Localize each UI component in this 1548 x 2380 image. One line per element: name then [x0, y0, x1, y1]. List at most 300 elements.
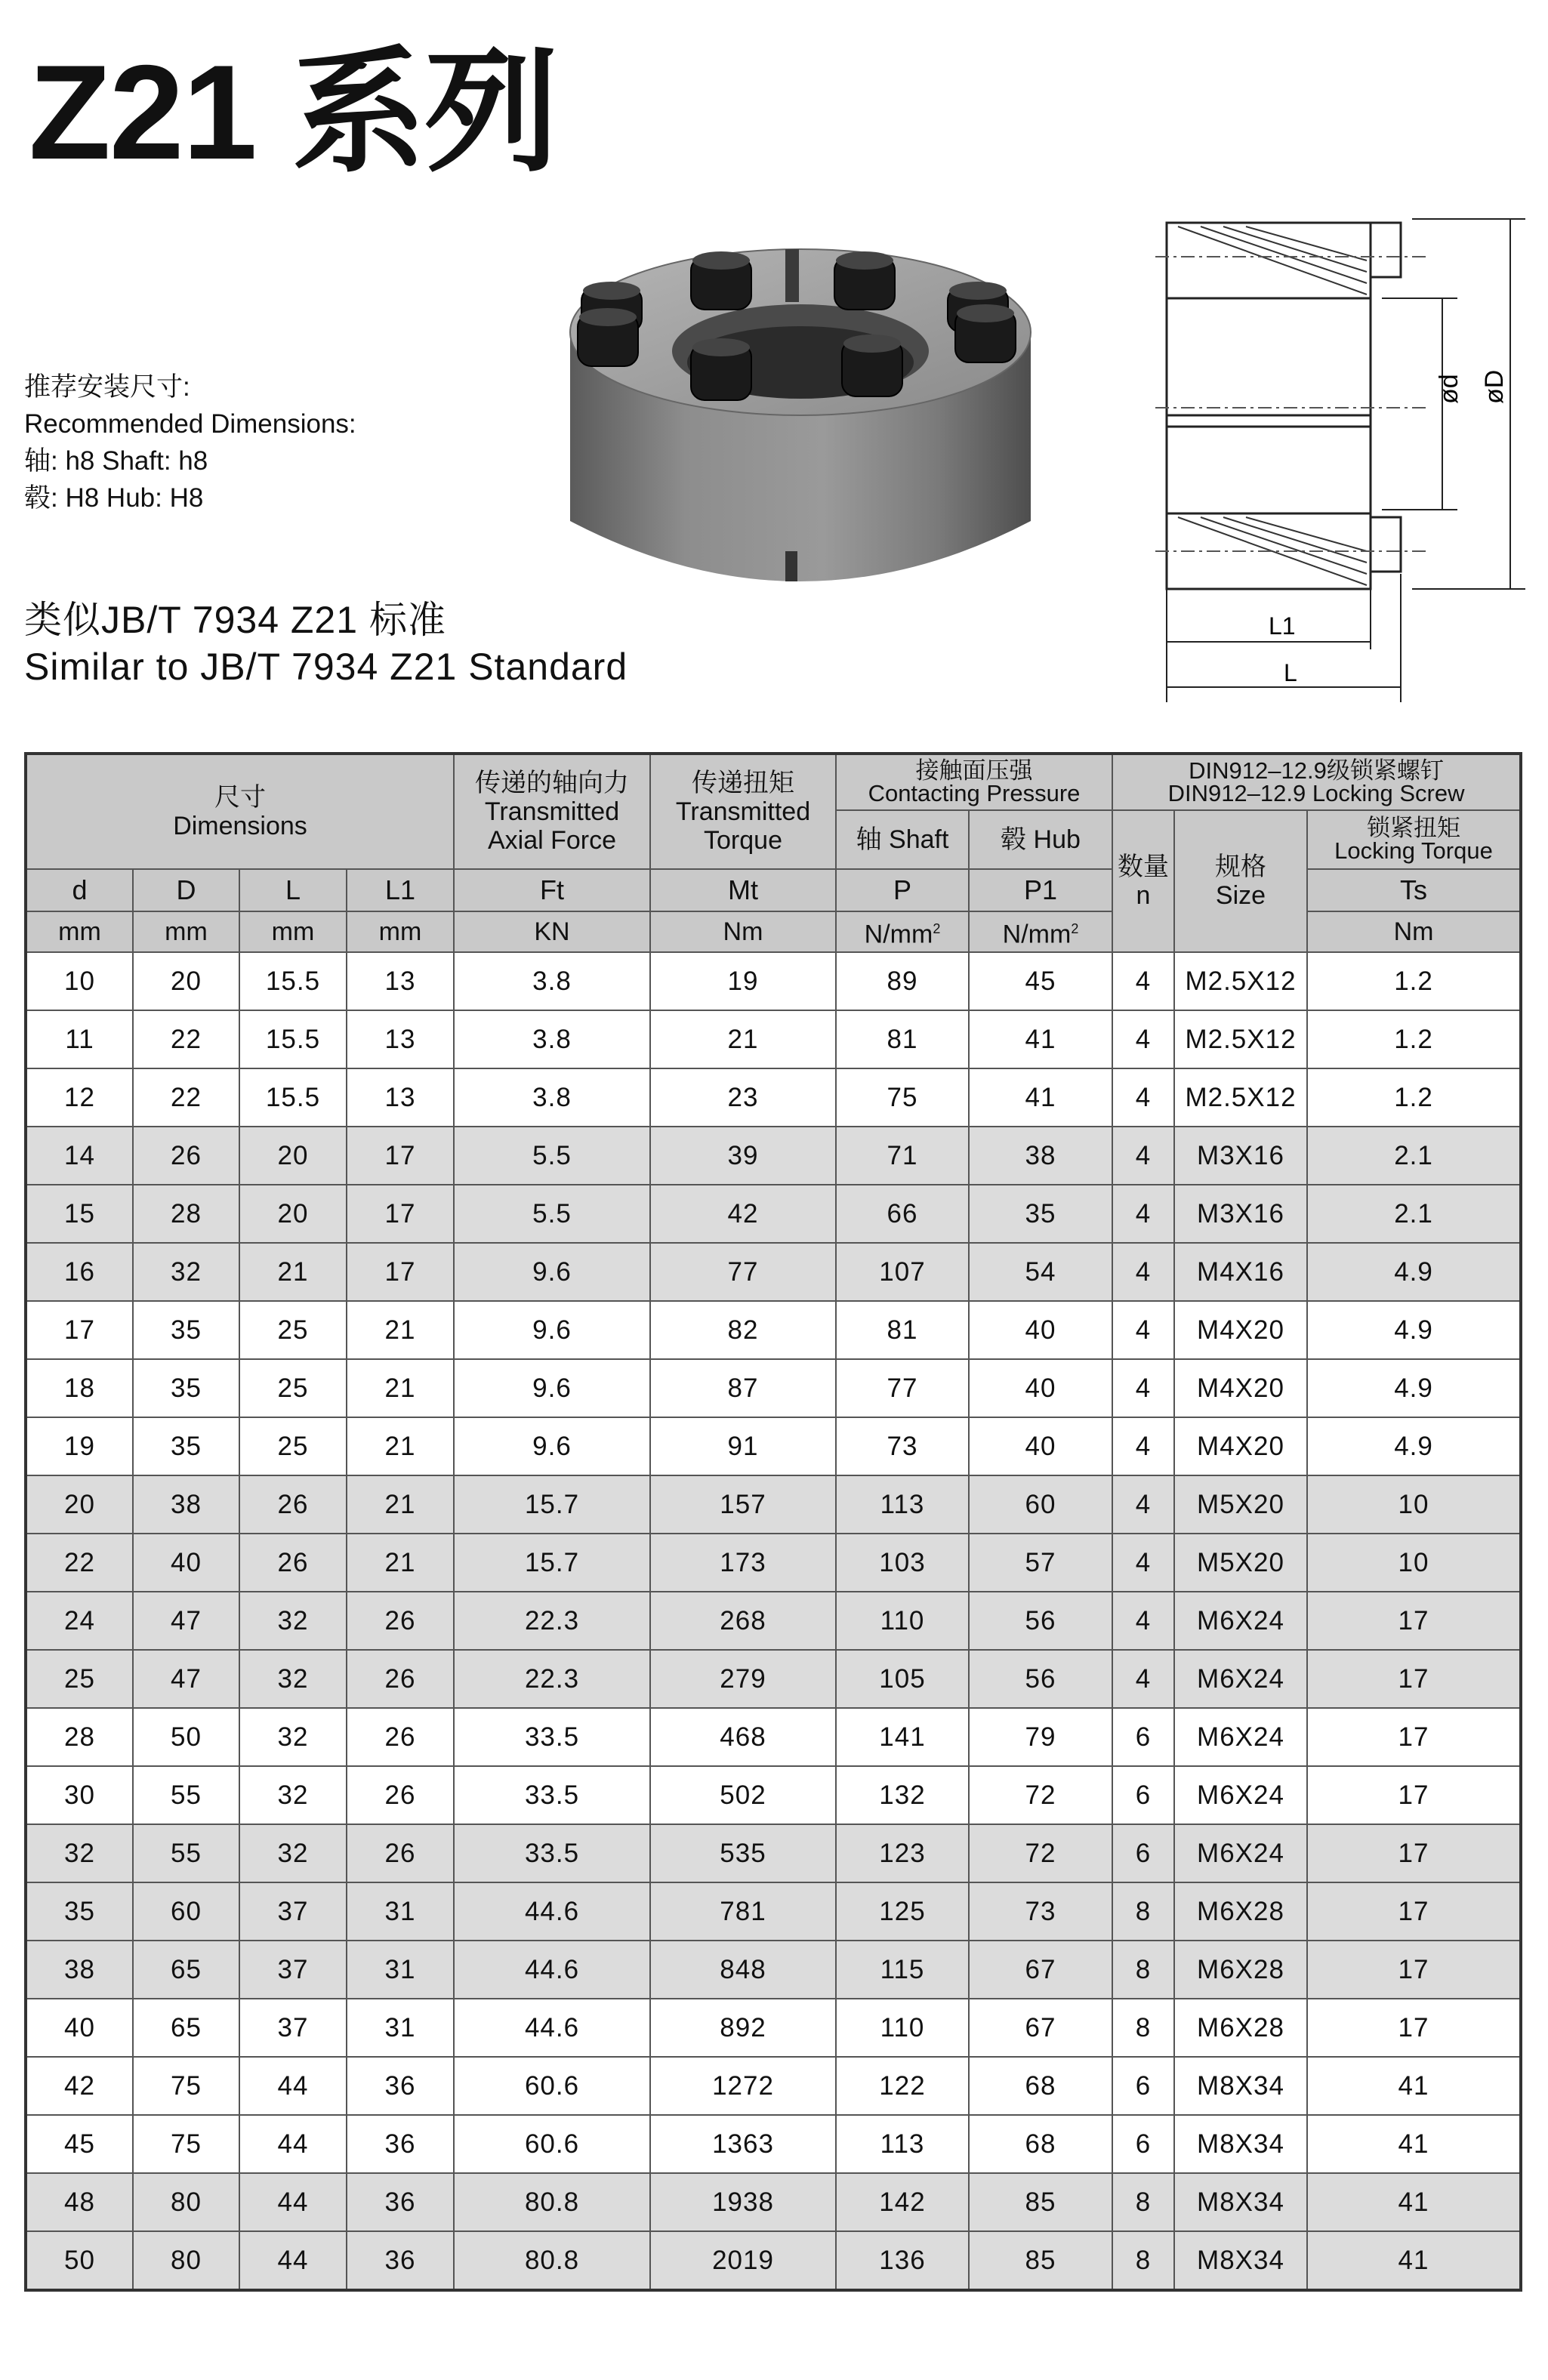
header-pressure: 接触面压强 Contacting Pressure [836, 754, 1112, 810]
cell-n: 4 [1112, 1068, 1174, 1127]
cell-L: 44 [239, 2057, 347, 2115]
cell-size: M6X24 [1174, 1824, 1307, 1882]
similar-en: Similar to JB/T 7934 Z21 Standard [24, 646, 628, 688]
cell-L1: 36 [347, 2231, 454, 2290]
cell-size: M6X24 [1174, 1650, 1307, 1708]
cell-P: 125 [836, 1882, 969, 1941]
cell-Ts: 41 [1307, 2115, 1521, 2173]
cell-size: M8X34 [1174, 2057, 1307, 2115]
similar-standard [24, 597, 628, 690]
cell-Mt: 39 [650, 1127, 836, 1185]
cell-P1: 85 [969, 2173, 1112, 2231]
cell-d: 16 [26, 1243, 133, 1301]
unit-Ts: Nm [1307, 911, 1521, 952]
cell-D: 22 [133, 1068, 239, 1127]
cell-Ts: 4.9 [1307, 1359, 1521, 1417]
cell-size: M2.5X12 [1174, 1010, 1307, 1068]
cell-Ft: 22.3 [454, 1592, 650, 1650]
header-qty: 数量 n [1112, 810, 1174, 952]
cell-P: 113 [836, 2115, 969, 2173]
cell-Ft: 33.5 [454, 1824, 650, 1882]
cell-Ft: 9.6 [454, 1301, 650, 1359]
table-row [26, 1999, 1521, 2057]
cell-D: 35 [133, 1417, 239, 1475]
cell-L1: 21 [347, 1534, 454, 1592]
table-row [26, 1010, 1521, 1068]
cell-L1: 17 [347, 1127, 454, 1185]
cell-Ft: 33.5 [454, 1708, 650, 1766]
cell-size: M8X34 [1174, 2115, 1307, 2173]
cell-D: 35 [133, 1359, 239, 1417]
cell-D: 50 [133, 1708, 239, 1766]
cell-size: M3X16 [1174, 1185, 1307, 1243]
cell-n: 4 [1112, 1243, 1174, 1301]
cell-size: M6X28 [1174, 1999, 1307, 2057]
cell-Mt: 781 [650, 1882, 836, 1941]
cell-P1: 68 [969, 2115, 1112, 2173]
cell-P: 142 [836, 2173, 969, 2231]
cell-P1: 35 [969, 1185, 1112, 1243]
cell-size: M6X28 [1174, 1882, 1307, 1941]
cell-Ts: 17 [1307, 1708, 1521, 1766]
spec-table [24, 752, 1522, 2292]
cell-Ts: 17 [1307, 1766, 1521, 1824]
cell-Mt: 77 [650, 1243, 836, 1301]
cell-P1: 56 [969, 1592, 1112, 1650]
cell-L: 26 [239, 1475, 347, 1534]
cell-L: 15.5 [239, 1010, 347, 1068]
cell-n: 4 [1112, 952, 1174, 1010]
cell-Ts: 10 [1307, 1475, 1521, 1534]
cell-D: 20 [133, 952, 239, 1010]
cell-P: 123 [836, 1824, 969, 1882]
cell-L: 21 [239, 1243, 347, 1301]
cell-L1: 26 [347, 1650, 454, 1708]
table-row [26, 1650, 1521, 1708]
sym-Ts: Ts [1307, 869, 1521, 911]
label-d: ød [1435, 374, 1463, 404]
table-row [26, 952, 1521, 1010]
recommended-en: Recommended Dimensions: [24, 409, 356, 439]
cell-Ts: 4.9 [1307, 1301, 1521, 1359]
cell-P1: 40 [969, 1301, 1112, 1359]
cell-L: 25 [239, 1301, 347, 1359]
cell-n: 4 [1112, 1359, 1174, 1417]
cell-L1: 26 [347, 1708, 454, 1766]
cell-P: 110 [836, 1999, 969, 2057]
cell-d: 42 [26, 2057, 133, 2115]
cell-n: 4 [1112, 1185, 1174, 1243]
cell-L1: 21 [347, 1301, 454, 1359]
unit-P1: $N/mm^2$ [969, 911, 1112, 952]
cell-Mt: 157 [650, 1475, 836, 1534]
table-row [26, 1941, 1521, 1999]
cell-Ts: 17 [1307, 1824, 1521, 1882]
cell-Ts: 10 [1307, 1534, 1521, 1592]
cell-Ft: 5.5 [454, 1127, 650, 1185]
unit-Ft: KN [454, 911, 650, 952]
cell-size: M6X28 [1174, 1941, 1307, 1999]
sym-L1: L1 [347, 869, 454, 911]
cell-d: 15 [26, 1185, 133, 1243]
cell-d: 24 [26, 1592, 133, 1650]
cell-Ts: 2.1 [1307, 1185, 1521, 1243]
cell-L1: 13 [347, 952, 454, 1010]
cell-size: M2.5X12 [1174, 1068, 1307, 1127]
cell-n: 6 [1112, 2057, 1174, 2115]
cell-L1: 31 [347, 1999, 454, 2057]
table-row [26, 2231, 1521, 2290]
cell-D: 55 [133, 1766, 239, 1824]
cell-size: M4X20 [1174, 1301, 1307, 1359]
cell-d: 19 [26, 1417, 133, 1475]
shaft-tolerance: 轴: h8 Shaft: h8 [24, 446, 208, 476]
cell-Mt: 892 [650, 1999, 836, 2057]
cell-Mt: 19 [650, 952, 836, 1010]
cell-P: 75 [836, 1068, 969, 1127]
cell-D: 75 [133, 2057, 239, 2115]
cell-P: 73 [836, 1417, 969, 1475]
hub-tolerance: 毂: H8 Hub: H8 [24, 483, 204, 513]
cell-P1: 72 [969, 1824, 1112, 1882]
cell-D: 60 [133, 1882, 239, 1941]
label-L1: L1 [1269, 612, 1296, 640]
cell-Ts: 41 [1307, 2057, 1521, 2115]
cell-P: 89 [836, 952, 969, 1010]
cell-L: 32 [239, 1824, 347, 1882]
cell-D: 26 [133, 1127, 239, 1185]
cell-size: M4X20 [1174, 1417, 1307, 1475]
cell-Mt: 173 [650, 1534, 836, 1592]
cell-P1: 57 [969, 1534, 1112, 1592]
cell-d: 11 [26, 1010, 133, 1068]
cell-d: 17 [26, 1301, 133, 1359]
cell-d: 28 [26, 1708, 133, 1766]
cell-L1: 36 [347, 2173, 454, 2231]
table-row [26, 1068, 1521, 1127]
cell-L1: 26 [347, 1824, 454, 1882]
cell-P1: 67 [969, 1941, 1112, 1999]
cell-P: 136 [836, 2231, 969, 2290]
cell-d: 10 [26, 952, 133, 1010]
sym-P: P [836, 869, 969, 911]
cell-Mt: 1363 [650, 2115, 836, 2173]
cell-size: M3X16 [1174, 1127, 1307, 1185]
cell-Mt: 268 [650, 1592, 836, 1650]
cell-d: 14 [26, 1127, 133, 1185]
cell-P1: 54 [969, 1243, 1112, 1301]
cell-P1: 41 [969, 1010, 1112, 1068]
cell-d: 40 [26, 1999, 133, 2057]
cell-d: 48 [26, 2173, 133, 2231]
sym-Mt: Mt [650, 869, 836, 911]
cell-L1: 17 [347, 1243, 454, 1301]
cell-n: 4 [1112, 1417, 1174, 1475]
cell-Mt: 2019 [650, 2231, 836, 2290]
cell-n: 4 [1112, 1650, 1174, 1708]
cell-Ft: 33.5 [454, 1766, 650, 1824]
cell-L1: 21 [347, 1417, 454, 1475]
table-row [26, 1475, 1521, 1534]
cell-L1: 13 [347, 1010, 454, 1068]
cell-P1: 56 [969, 1650, 1112, 1708]
cell-size: M4X16 [1174, 1243, 1307, 1301]
cell-P1: 40 [969, 1417, 1112, 1475]
cell-Ft: 3.8 [454, 1068, 650, 1127]
label-D: øD [1480, 369, 1509, 404]
cell-Mt: 23 [650, 1068, 836, 1127]
product-photo [559, 219, 1042, 642]
unit-Mt: Nm [650, 911, 836, 952]
cell-Ft: 44.6 [454, 1999, 650, 2057]
cell-L1: 31 [347, 1882, 454, 1941]
cell-Ts: 2.1 [1307, 1127, 1521, 1185]
cell-Ts: 41 [1307, 2173, 1521, 2231]
cell-size: M8X34 [1174, 2231, 1307, 2290]
cell-Ts: 17 [1307, 1650, 1521, 1708]
cell-Ts: 17 [1307, 1941, 1521, 1999]
sym-Ft: Ft [454, 869, 650, 911]
cell-d: 35 [26, 1882, 133, 1941]
cell-D: 38 [133, 1475, 239, 1534]
cell-D: 40 [133, 1534, 239, 1592]
cell-Ft: 15.7 [454, 1534, 650, 1592]
cell-Ts: 1.2 [1307, 1010, 1521, 1068]
cell-P: 81 [836, 1010, 969, 1068]
cell-n: 8 [1112, 1999, 1174, 2057]
header-dimensions: 尺寸 Dimensions [26, 754, 454, 869]
cell-L: 37 [239, 1999, 347, 2057]
cell-D: 80 [133, 2231, 239, 2290]
table-row [26, 1417, 1521, 1475]
cell-d: 22 [26, 1534, 133, 1592]
sym-D: D [133, 869, 239, 911]
cell-P: 132 [836, 1766, 969, 1824]
cell-L: 15.5 [239, 1068, 347, 1127]
cell-P1: 45 [969, 952, 1112, 1010]
cell-P1: 79 [969, 1708, 1112, 1766]
cell-d: 38 [26, 1941, 133, 1999]
cell-Mt: 1272 [650, 2057, 836, 2115]
cell-D: 75 [133, 2115, 239, 2173]
cell-P: 81 [836, 1301, 969, 1359]
similar-zh: 类似JB/T 7934 Z21 标准 [24, 599, 446, 641]
cell-Ts: 4.9 [1307, 1243, 1521, 1301]
table-row [26, 1301, 1521, 1359]
cell-L: 25 [239, 1359, 347, 1417]
cell-n: 6 [1112, 1708, 1174, 1766]
cell-P1: 72 [969, 1766, 1112, 1824]
unit-d: mm [26, 911, 133, 952]
cell-n: 8 [1112, 1941, 1174, 1999]
cell-P: 71 [836, 1127, 969, 1185]
cell-Mt: 42 [650, 1185, 836, 1243]
cell-Ts: 1.2 [1307, 1068, 1521, 1127]
cell-Mt: 21 [650, 1010, 836, 1068]
cell-Mt: 82 [650, 1301, 836, 1359]
table-row [26, 2173, 1521, 2231]
cell-n: 8 [1112, 2173, 1174, 2231]
cell-D: 28 [133, 1185, 239, 1243]
cell-L: 37 [239, 1882, 347, 1941]
cell-D: 32 [133, 1243, 239, 1301]
table-row [26, 2057, 1521, 2115]
cell-P1: 60 [969, 1475, 1112, 1534]
cell-D: 55 [133, 1824, 239, 1882]
cell-L: 37 [239, 1941, 347, 1999]
cell-P1: 40 [969, 1359, 1112, 1417]
table-row [26, 1185, 1521, 1243]
cell-Ts: 17 [1307, 1882, 1521, 1941]
cell-Ts: 17 [1307, 1999, 1521, 2057]
cell-d: 12 [26, 1068, 133, 1127]
cell-Ts: 1.2 [1307, 952, 1521, 1010]
cell-d: 45 [26, 2115, 133, 2173]
cell-Ft: 60.6 [454, 2115, 650, 2173]
cell-D: 80 [133, 2173, 239, 2231]
cell-L: 20 [239, 1127, 347, 1185]
cell-Ft: 44.6 [454, 1941, 650, 1999]
cell-Ft: 9.6 [454, 1417, 650, 1475]
cell-Ft: 80.8 [454, 2173, 650, 2231]
cell-L1: 36 [347, 2115, 454, 2173]
cell-Mt: 279 [650, 1650, 836, 1708]
unit-P: $N/mm^2$ [836, 911, 969, 952]
header-screw: DIN912–12.9级锁紧螺钉 DIN912–12.9 Locking Screw [1112, 754, 1521, 810]
table-row [26, 2115, 1521, 2173]
table-row [26, 1708, 1521, 1766]
cell-P: 110 [836, 1592, 969, 1650]
sym-P1: P1 [969, 869, 1112, 911]
cell-Mt: 848 [650, 1941, 836, 1999]
cell-size: M4X20 [1174, 1359, 1307, 1417]
cell-P: 141 [836, 1708, 969, 1766]
cell-size: M5X20 [1174, 1475, 1307, 1534]
recommended-dimensions [24, 368, 356, 516]
header-shaft: 轴 Shaft [836, 810, 969, 869]
cell-Ft: 3.8 [454, 952, 650, 1010]
cell-n: 6 [1112, 1766, 1174, 1824]
cell-n: 4 [1112, 1475, 1174, 1534]
cell-P1: 67 [969, 1999, 1112, 2057]
cell-L1: 17 [347, 1185, 454, 1243]
cell-Ft: 5.5 [454, 1185, 650, 1243]
cell-Ft: 44.6 [454, 1882, 650, 1941]
technical-drawing [1155, 211, 1533, 710]
cell-n: 4 [1112, 1010, 1174, 1068]
cell-D: 47 [133, 1650, 239, 1708]
cell-L: 25 [239, 1417, 347, 1475]
cell-L: 44 [239, 2115, 347, 2173]
recommended-zh: 推荐安装尺寸: [24, 372, 190, 402]
cell-Ft: 22.3 [454, 1650, 650, 1708]
cell-n: 4 [1112, 1301, 1174, 1359]
unit-D: mm [133, 911, 239, 952]
cell-Ft: 15.7 [454, 1475, 650, 1534]
cell-Ft: 60.6 [454, 2057, 650, 2115]
cell-Ts: 41 [1307, 2231, 1521, 2290]
table-row [26, 1534, 1521, 1592]
page-title: Z21 系列 [29, 37, 558, 187]
cell-L: 32 [239, 1708, 347, 1766]
table-row [26, 1824, 1521, 1882]
cell-L: 44 [239, 2231, 347, 2290]
cell-d: 30 [26, 1766, 133, 1824]
cell-P1: 73 [969, 1882, 1112, 1941]
cell-L: 32 [239, 1650, 347, 1708]
sym-L: L [239, 869, 347, 911]
table-row [26, 1882, 1521, 1941]
cell-L1: 26 [347, 1766, 454, 1824]
cell-D: 65 [133, 1999, 239, 2057]
cell-P: 122 [836, 2057, 969, 2115]
cell-Mt: 1938 [650, 2173, 836, 2231]
cell-L: 32 [239, 1766, 347, 1824]
cell-L1: 31 [347, 1941, 454, 1999]
cell-P1: 38 [969, 1127, 1112, 1185]
cell-n: 8 [1112, 2231, 1174, 2290]
spec-table-body [26, 952, 1521, 2290]
cell-P: 113 [836, 1475, 969, 1534]
cell-L1: 13 [347, 1068, 454, 1127]
cell-n: 4 [1112, 1127, 1174, 1185]
cell-d: 50 [26, 2231, 133, 2290]
table-row [26, 1127, 1521, 1185]
cell-Ft: 9.6 [454, 1243, 650, 1301]
cell-size: M6X24 [1174, 1592, 1307, 1650]
cell-L: 32 [239, 1592, 347, 1650]
cell-L: 44 [239, 2173, 347, 2231]
cell-L: 20 [239, 1185, 347, 1243]
cell-Mt: 535 [650, 1824, 836, 1882]
label-L: L [1284, 659, 1297, 686]
header-hub: 毂 Hub [969, 810, 1112, 869]
header-size: 规格 Size [1174, 810, 1307, 952]
cell-P: 66 [836, 1185, 969, 1243]
table-row [26, 1359, 1521, 1417]
cell-Ft: 3.8 [454, 1010, 650, 1068]
cell-Ts: 17 [1307, 1592, 1521, 1650]
cell-n: 4 [1112, 1534, 1174, 1592]
unit-L: mm [239, 911, 347, 952]
table-row [26, 1766, 1521, 1824]
cell-Mt: 87 [650, 1359, 836, 1417]
cell-P1: 41 [969, 1068, 1112, 1127]
header-locking-torque: 锁紧扭矩 Locking Torque [1307, 810, 1521, 869]
cell-Ts: 4.9 [1307, 1417, 1521, 1475]
cell-P: 103 [836, 1534, 969, 1592]
cell-P1: 85 [969, 2231, 1112, 2290]
cell-L: 26 [239, 1534, 347, 1592]
cell-L1: 21 [347, 1359, 454, 1417]
cell-d: 18 [26, 1359, 133, 1417]
cell-n: 6 [1112, 2115, 1174, 2173]
cell-d: 32 [26, 1824, 133, 1882]
unit-L1: mm [347, 911, 454, 952]
cell-n: 4 [1112, 1592, 1174, 1650]
cell-n: 6 [1112, 1824, 1174, 1882]
header-torque: 传递扭矩 Transmitted Torque [650, 754, 836, 869]
cell-size: M8X34 [1174, 2173, 1307, 2231]
cell-size: M5X20 [1174, 1534, 1307, 1592]
cell-P: 105 [836, 1650, 969, 1708]
cell-P: 107 [836, 1243, 969, 1301]
cell-Mt: 502 [650, 1766, 836, 1824]
cell-d: 20 [26, 1475, 133, 1534]
header-axial-force: 传递的轴向力 Transmitted Axial Force [454, 754, 650, 869]
cell-d: 25 [26, 1650, 133, 1708]
cell-P1: 68 [969, 2057, 1112, 2115]
